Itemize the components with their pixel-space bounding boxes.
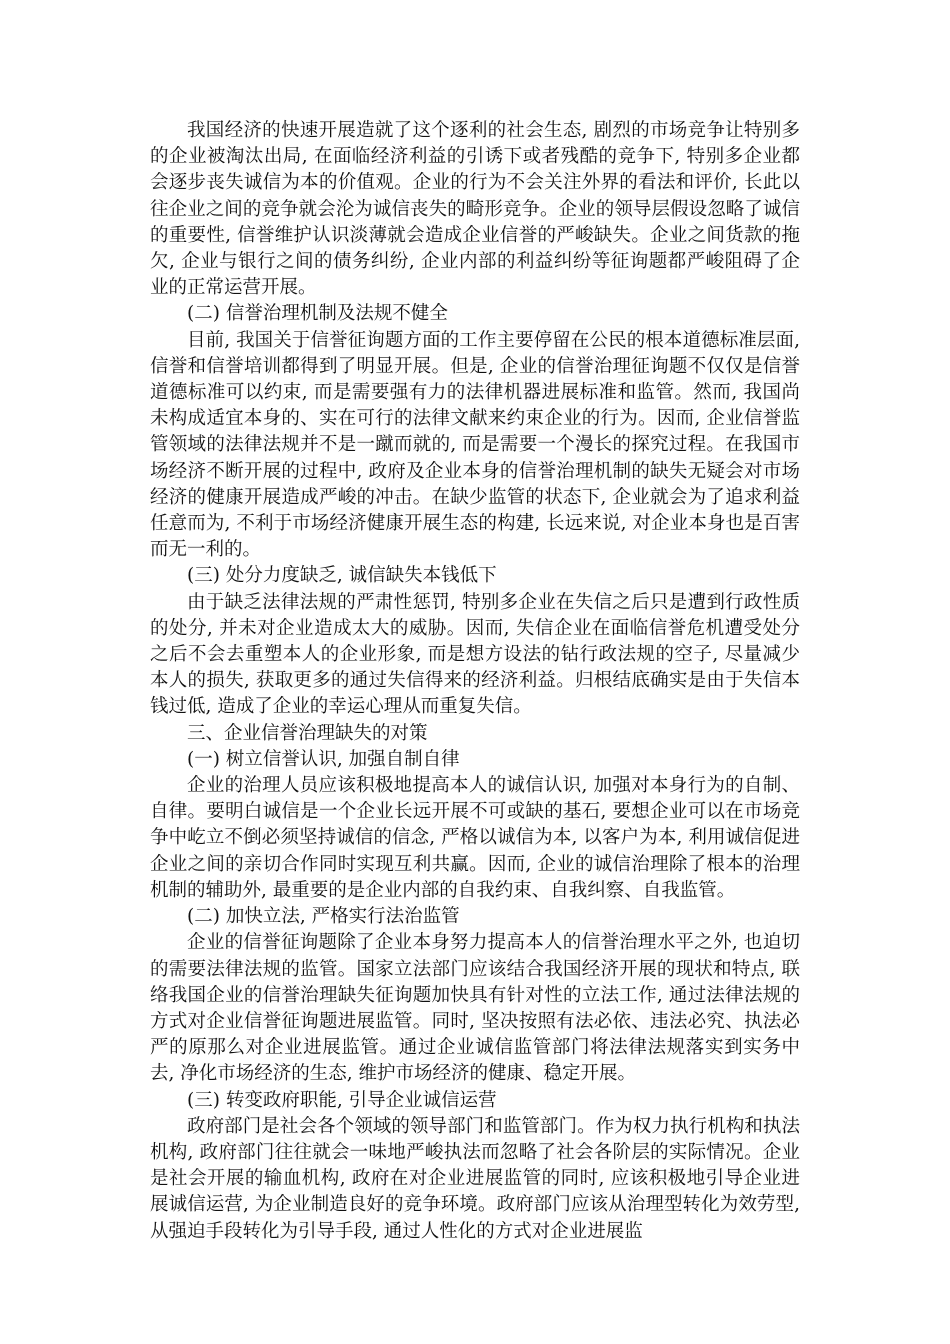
paragraph-legislation: 企业的信誉征询题除了企业本身努力提高本人的信誉治理水平之外, 也迫切的需要法律法规的监管。国家立法部门应该结合我国经济开展的现状和特点, 联络我国企业的信誉治理缺失征询题加快具有针对性的立法工作, 通过法律法规的方式对企业信誉征询题进展监管。同时, 坚决按照有法必依、违法必究、执法必严的原那么对企业进展监管。通过企业诚信监管部门将法律法规落实到实务中去, 净化市场经济的生态, 维护市场经济的健康、稳定开展。 [150,932,800,1085]
paragraph-credit-mechanism: 目前, 我国关于信誉征询题方面的工作主要停留在公民的根本道德标准层面, 信誉和信誉培训都得到了明显开展。但是, 企业的信誉治理征询题不仅仅是信誉道德标准可以约束, 而是需要强有力的法律机器进展标准和监管。然而, 我国尚未构成适宜本身的、实在可行的法律文献来约束企业的行为。因而, 企业信誉监管领域的法律法规并不是一蹴而就的, 而是需要一个漫长的探究过程。在我国市场经济不断开展的过程中, 政府及企业本身的信誉治理机制的缺失无疑会对市场经济的健康开展造成严峻的冲击。在缺少监管的状态下, 企业就会为了追求利益任意而为, 不利于市场经济健康开展生态的构建, 长远来说, 对企业本身也是百害而无一利的。 [150,329,800,561]
heading-legislation: (二) 加快立法, 严格实行法治监管 [187,906,460,928]
document-page [150,118,800,1245]
paragraph-government: 政府部门是社会各个领域的领导部门和监管部门。作为权力执行机构和执法机构, 政府部门往往就会一味地严峻执法而忽略了社会各阶层的实际情况。企业是社会开展的输血机构, 政府在对企业进展监管的同时, 应该积极地引导企业进展诚信运营, 为企业制造良好的竞争环境。政府部门应该从治理型转化为效劳型, 从强迫手段转化为引导手段, 通过人性化的方式对企业进展监 [150,1115,800,1242]
heading-countermeasures: 三、企业信誉治理缺失的对策 [187,722,428,744]
heading-punishment: (三) 处分力度缺乏, 诚信缺失本钱低下 [187,565,497,587]
paragraph-market-competition: 我国经济的快速开展造就了这个逐利的社会生态, 剧烈的市场竞争让特别多的企业被淘汰出局, 在面临经济利益的引诱下或者残酷的竞争下, 特别多企业都会逐步丧失诚信为本的价值观。企业的行为不会关注外界的看法和评价, 长此以往企业之间的竞争就会沦为诚信丧失的畸形竞争。企业的领导层假设忽略了诚信的重要性, 信誉维护认识淡薄就会造成企业信誉的严峻缺失。企业之间货款的拖欠, 企业与银行之间的债务纠纷, 企业内部的利益纠纷等征询题都严峻阻碍了企业的正常运营开展。 [150,120,800,299]
paragraph-punishment: 由于缺乏法律法规的严肃性惩罚, 特别多企业在失信之后只是遭到行政性质的处分, 并未对企业造成太大的威胁。因而, 失信企业在面临信誉危机遭受处分之后不会去重塑本人的企业形象, 而是想方设法的钻行政法规的空子, 尽量减少本人的损失, 获取更多的通过失信得来的经济利益。归根结底确实是由于失信本钱过低, 造成了企业的幸运心理从而重复失信。 [150,591,800,718]
heading-awareness: (一) 树立信誉认识, 加强自制自律 [187,748,460,770]
heading-credit-mechanism: (二) 信誉治理机制及法规不健全 [187,303,448,325]
paragraph-awareness: 企业的治理人员应该积极地提高本人的诚信认识, 加强对本身行为的自制、自律。要明白诚信是一个企业长远开展不可或缺的基石, 要想企业可以在市场竞争中屹立不倒必须坚持诚信的信念, 严格以诚信为本, 以客户为本, 利用诚信促进企业之间的亲切合作同时实现互利共赢。因而, 企业的诚信治理除了根本的治理机制的辅助外, 最重要的是企业内部的自我约束、自我纠察、自我监管。 [150,775,800,901]
heading-government: (三) 转变政府职能, 引导企业诚信运营 [187,1089,497,1111]
